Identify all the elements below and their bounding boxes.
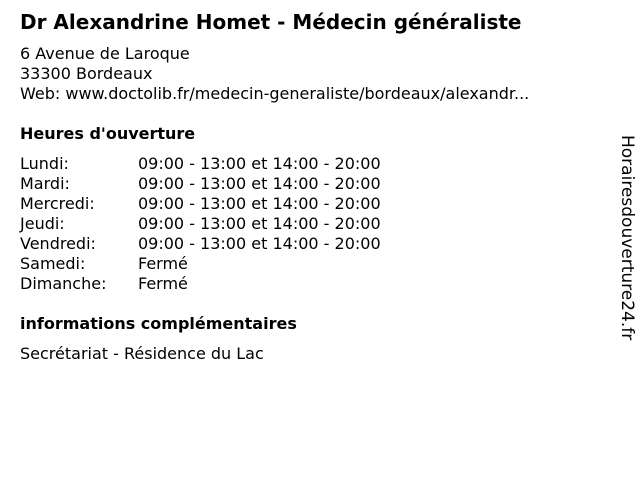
address-city: 33300 Bordeaux — [20, 64, 153, 83]
time-value: Fermé — [138, 274, 188, 293]
day-label: Samedi: — [20, 254, 86, 273]
time-value: 09:00 - 13:00 et 14:00 - 20:00 — [138, 194, 381, 213]
day-label: Lundi: — [20, 154, 69, 173]
additional-info-text: Secrétariat - Résidence du Lac — [20, 344, 264, 363]
time-value: 09:00 - 13:00 et 14:00 - 20:00 — [138, 234, 381, 253]
address-block — [20, 44, 529, 104]
day-label: Dimanche: — [20, 274, 107, 293]
watermark — [612, 135, 638, 345]
day-label: Mercredi: — [20, 194, 95, 213]
watermark-text: Horairesdouverture24.fr — [617, 135, 637, 341]
time-value: 09:00 - 13:00 et 14:00 - 20:00 — [138, 174, 381, 193]
opening-hours-heading: Heures d'ouverture — [20, 124, 196, 143]
time-value: Fermé — [138, 254, 188, 273]
address-street: 6 Avenue de Laroque — [20, 44, 190, 63]
day-label: Jeudi: — [20, 214, 65, 233]
day-label: Vendredi: — [20, 234, 96, 253]
time-value: 09:00 - 13:00 et 14:00 - 20:00 — [138, 154, 381, 173]
website-link[interactable]: Web: www.doctolib.fr/medecin-generaliste/bordeaux/alexandr... — [20, 84, 530, 103]
time-value: 09:00 - 13:00 et 14:00 - 20:00 — [138, 214, 381, 233]
day-label: Mardi: — [20, 174, 70, 193]
page-title: Dr Alexandrine Homet - Médecin généraliste — [20, 10, 522, 34]
additional-info-heading: informations complémentaires — [20, 314, 297, 333]
